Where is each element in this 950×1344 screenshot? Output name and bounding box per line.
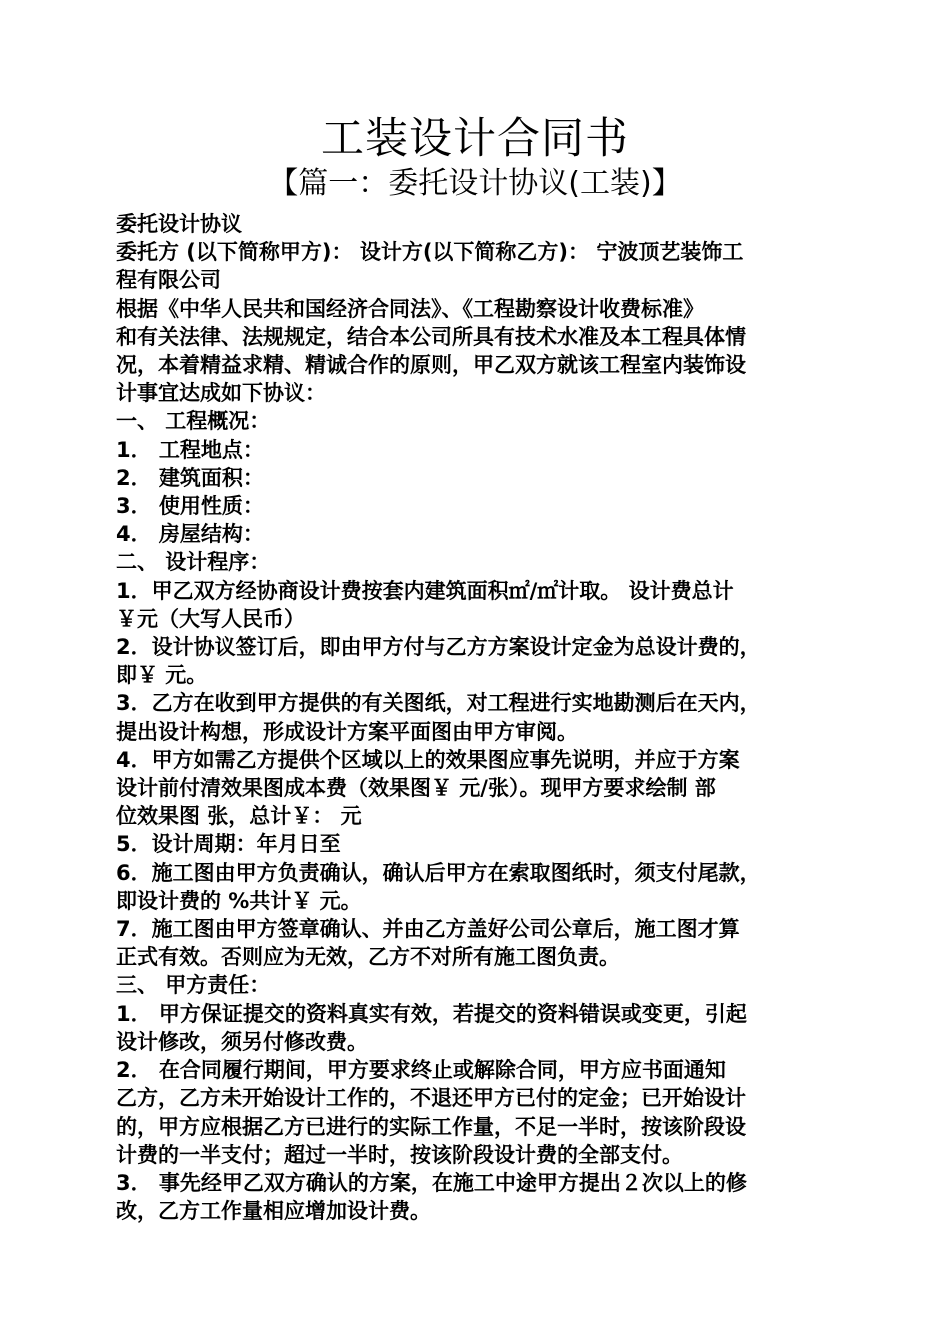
- text-line: 3．乙方在收到甲方提供的有关图纸，对工程进行实地勘测后在天内，: [116, 691, 761, 716]
- text-line: 即￥ 元。: [116, 663, 208, 688]
- text-line: 2．设计协议签订后，即由甲方付与乙方方案设计定金为总设计费的，: [116, 635, 761, 660]
- text-line: ￥元（大写人民币）: [116, 606, 305, 631]
- text-line: 设计修改，须另付修改费。: [116, 1029, 368, 1054]
- text-line: 3． 事先经甲乙双方确认的方案，在施工中途甲方提出２次以上的修: [116, 1170, 747, 1195]
- text-line: 计费的一半支付；超过一半时，按该阶段设计费的全部支付。: [116, 1142, 683, 1167]
- text-line: 程有限公司: [116, 268, 221, 293]
- text-line: 1． 工程地点：: [116, 437, 264, 462]
- text-line: 4． 房屋结构：: [116, 522, 264, 547]
- text-line: 委托方 (以下简称甲方)： 设计方(以下简称乙方)： 宁波顶艺装饰工: [116, 240, 744, 265]
- text-line: 一、 工程概况：: [116, 409, 271, 434]
- text-line: 设计前付清效果图成本费（效果图￥ 元/张）。现甲方要求绘制 部: [116, 776, 716, 801]
- text-line: 正式有效。否则应为无效，乙方不对所有施工图负责。: [116, 945, 620, 970]
- text-line: 况，本着精益求精、精诚合作的原则，甲乙双方就该工程室内装饰设: [116, 353, 746, 378]
- document-body: [116, 210, 846, 1225]
- text-line: 即设计费的 %共计￥ 元。: [116, 888, 362, 913]
- text-line: 2． 建筑面积：: [116, 465, 264, 490]
- text-line: 的，甲方应根据乙方已进行的实际工作量，不足一半时，按该阶段设: [116, 1114, 746, 1139]
- text-line: 二、 设计程序：: [116, 550, 271, 575]
- text-line: 5．设计周期：年月日至: [116, 832, 341, 857]
- text-line: 和有关法律、法规规定，结合本公司所具有技术水准及本工程具体情: [116, 324, 746, 349]
- text-line: 1． 甲方保证提交的资料真实有效，若提交的资料错误或变更，引起: [116, 1001, 747, 1026]
- text-line: 根据《中华人民共和国经济合同法》、《工程勘察设计收费标准》: [116, 296, 704, 321]
- text-line: 改，乙方工作量相应增加设计费。: [116, 1199, 431, 1224]
- text-line: 6．施工图由甲方负责确认，确认后甲方在索取图纸时，须支付尾款，: [116, 860, 761, 885]
- text-line: 1．甲乙双方经协商设计费按套内建筑面积㎡/㎡计取。 设计费总计: [116, 578, 734, 603]
- text-line: 委托设计协议: [116, 212, 242, 236]
- text-line: 7．施工图由甲方签章确认、并由乙方盖好公司公章后，施工图才算: [116, 917, 740, 942]
- text-line: 4．甲方如需乙方提供个区域以上的效果图应事先说明，并应于方案: [116, 747, 740, 772]
- text-line: 乙方，乙方未开始设计工作的，不退还甲方已付的定金；已开始设计: [116, 1086, 746, 1111]
- text-line: 计事宜达成如下协议：: [116, 381, 326, 406]
- text-line: 提出设计构想，形成设计方案平面图由甲方审阅。: [116, 719, 578, 744]
- text-line: 位效果图 张，总计￥： 元: [116, 804, 362, 829]
- document-title: 工装设计合同书: [321, 114, 629, 164]
- text-line: 三、 甲方责任：: [116, 973, 271, 998]
- document-subtitle: 【篇一：委托设计协议(工装)】: [268, 166, 682, 201]
- text-line: 2． 在合同履行期间，甲方要求终止或解除合同，甲方应书面通知: [116, 1058, 726, 1083]
- text-line: 3． 使用性质：: [116, 494, 264, 519]
